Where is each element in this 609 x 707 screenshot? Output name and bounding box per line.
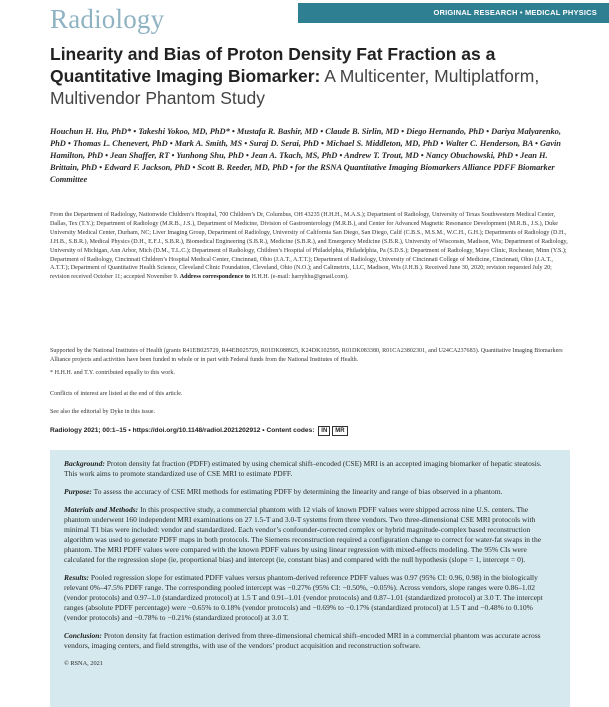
abstract-purpose: Purpose: To assess the accuracy of CSE MRI methods for estimating PDFF by determining the linearity and range of bias observed in a phantom.: [64, 487, 503, 496]
abstract-background: Background: Proton density fat fraction (PDFF) estimated by using chemical shift–encoded (CSE) MRI is an accepted imaging biomarker of hepatic steatosis. This work aims to promote standardized use of CSE MRI to estimate PDFF.: [64, 459, 542, 478]
journal-logo: Radiology: [50, 4, 165, 34]
citation-text: Radiology 2021; 00:1–15 • https://doi.org/10.1148/radiol.2021202912 • Content codes:: [50, 427, 315, 434]
citation-line: [50, 426, 570, 436]
title-main: Linearity and Bias of Proton Density Fat Fraction as a Quantitative Imaging Biomarker:: [50, 44, 496, 86]
content-code-in[interactable]: IN: [318, 426, 330, 436]
funding-statement: Supported by the National Institutes of Health (grants R41EB025729, R44EB025729, R01DK088925, K24DK102595, R01DK083380, R01CA23802301, and U24CA237683). Quantitative Imaging Biomarkers Alliance projects and activities have been funded in whole or in part with Federal funds from the National Institutes of Health.: [50, 348, 563, 363]
content-code-mr[interactable]: MR: [332, 426, 347, 436]
correspondence-label: Address correspondence to: [179, 274, 250, 281]
abstract-results: Results: Pooled regression slope for estimated PDFF values versus phantom-derived reference PDFF values was 0.97 (95% CI: 0.96, 0.98) in the biologically relevant 0%–47.5% PDFF range. The corresponding pooled intercept was −0.27% (95% CI: −0.50%, −0.05%). Across vendors, slope ranges were 0.86–1.02 (vendor protocols) and 0.97–1.0 (standardized protocol) at 1.5 T and 0.91–1.01 (vendor protocols) and 0.87–1.01 (standardized protocol) at 3.0 T. The intercept ranges (absolute PDFF percentage) were −0.65% to 0.18% (vendor protocols) and −0.69% to −0.17% (standardized protocol) at 1.5 T and −0.48% to 0.10% (vendor protocols) and −0.78% to −0.21% (standardized protocol) at 3.0 T.: [64, 573, 543, 622]
correspondence-text: H.H.H. (e-mail: harryhhu@gmail.com).: [249, 274, 349, 281]
affiliations-text: From the Department of Radiology, Nationwide Children’s Hospital, 700 Children’s Dr, Columbus, OH 43235 (H.H.H., M.A.S.); Department of Radiology, University of Texas Southwestern Medical Center, Dallas, Tex (T.Y.); Department of Radiology (M.R.B., J.S.), Department of Medicine, Division of Gastroenterology (M.R.B.), and Center for Advanced Magnetic Resonance Development (M.R.B., J.S.), Duke University Medical Center, Durham, NC; Liver Imaging Group, Department of Radiology, University of California San Diego, San Diego, Calif (C.B.S., M.S.M., W.C.H., G.H.); Departments of Radiology (D.H., J.H.B., S.B.R.), Medical Physics (D.H., E.F.J., S.B.R.), Biomedical Engineering (S.B.R.), Medicine (S.B.R.), and Emergency Medicine (S.B.R.), University of Wisconsin, Madison, Wis; Department of Radiology, University of Michigan, Ann Arbor, Mich (D.M., T.L.C.); Department of Radiology, Children’s Hospital of Philadelphia, Philadelphia, Pa (S.D.S.); Department of Radiology, Mayo Clinic, Rochester, Minn (Y.S.); Department of Radiology, Cincinnati Children’s Hospital Medical Center, Cincinnati, Ohio (J.A.T., A.T.T.); Department of Radiology, University of Cincinnati College of Medicine, Cincinnati, Ohio (J.A.T., A.T.T.); Department of Quantitative Health Science, Cleveland Clinic Foundation, Cleveland, Ohio (N.O.); and Calimetrix, LLC, Madison, Wis (J.H.B.). Received June 30, 2020; revision requested July 20; revision received October 11; accepted November 9.: [50, 212, 568, 281]
conflicts-note: Conflicts of interest are listed at the end of this article.: [50, 391, 183, 397]
author-list: Houchun H. Hu, PhD* • Takeshi Yokoo, MD, PhD* • Mustafa R. Bashir, MD • Claude B. Sirlin, MD • Diego Hernando, PhD • Dariya Malyarenko, PhD • Thomas L. Chenevert, PhD • Mark A. Smith, MS • Suraj D. Serai, PhD • Michael S. Middleton, MD, PhD • Walter C. Henderson, BA • Gavin Hamilton, PhD • Jean Shaffer, RT • Yunhong Shu, PhD • Jean A. Tkach, MS, PhD • Andrew T. Trout, MD • Nancy Obuchowski, PhD • Jean H. Brittain, PhD • Edward F. Jackson, PhD • Scott B. Reeder, MD, PhD • for the RSNA Quantitative Imaging Biomarkers Alliance PDFF Biomarker Committee: [50, 127, 561, 185]
abstract-conclusion: Conclusion: Proton density fat fraction estimation derived from three-dimensional chemical shift–encoded MRI in a commercial phantom was accurate across vendors, imaging centers, and field strengths, with use of the vendors’ product acquisition and reconstruction software.: [64, 631, 541, 650]
copyright: © RSNA, 2021: [64, 660, 103, 667]
article-title: [50, 43, 570, 109]
abstract-box: [50, 450, 570, 707]
section-banner: ORIGINAL RESEARCH • MEDICAL PHYSICS: [298, 3, 609, 23]
title-sub: A Multicenter, Multiplatform, Multivendor Phantom Study: [50, 66, 540, 108]
affiliations: [50, 211, 570, 282]
editorial-note: See also the editorial by Dyke in this issue.: [50, 409, 156, 415]
equal-contribution-note: * H.H.H. and T.Y. contributed equally to this work.: [50, 370, 175, 376]
abstract-methods: Materials and Methods: In this prospective study, a commercial phantom with 12 vials of known PDFF values were shipped across nine U.S. centers. The phantom underwent 160 independent MRI examinations on 27 1.5-T and 3.0-T systems from three vendors. Two three-dimensional CSE MRI protocols with minimal T1 bias were included: vendor and standardized. Each vendor’s confounder-corrected complex or hybrid magnitude-complex based reconstruction algorithm was used to generate PDFF maps in both protocols. The Siemens reconstruction required a configuration change to correct for water-fat swaps in the phantom. The MRI PDFF values were compared with the known PDFF values by using linear regression with mixed-effects modeling. The 95% CIs were calculated for the regression slope (ie, proportional bias) and intercept (ie, constant bias) and compared with the null hypothesis (slope = 1, intercept = 0).: [64, 505, 542, 564]
